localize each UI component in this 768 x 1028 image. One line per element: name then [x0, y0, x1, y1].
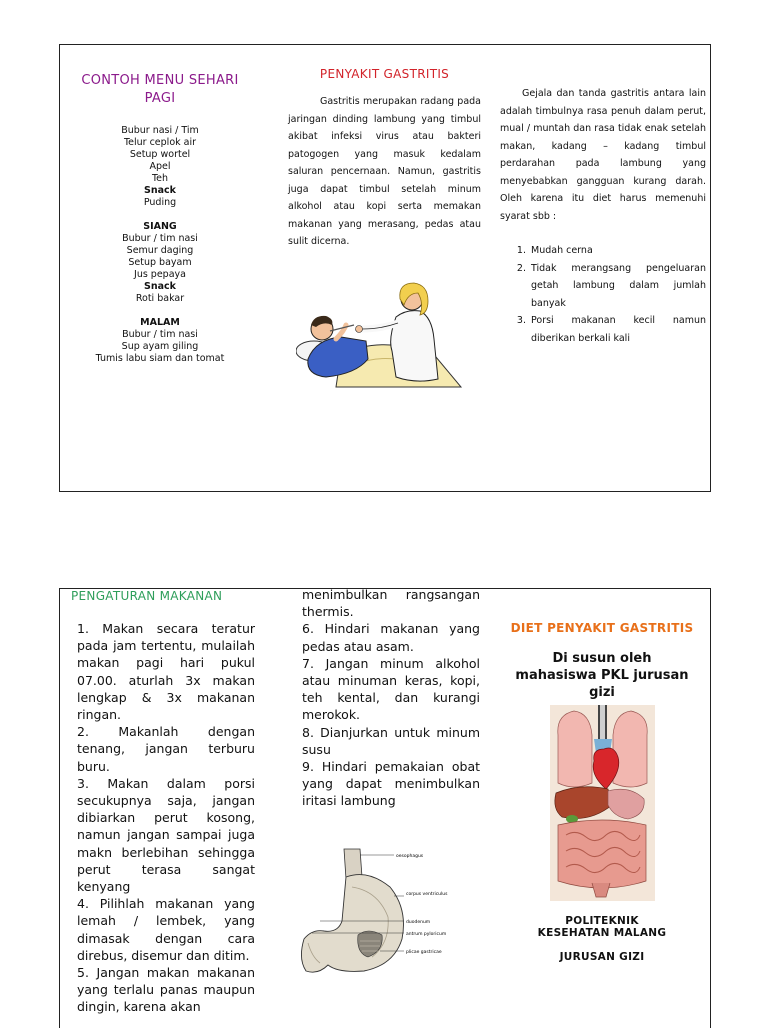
- list-item: 1. Mudah cerna: [529, 242, 706, 260]
- list-item: 8. Dianjurkan untuk minum susu: [302, 724, 480, 757]
- menu-item: Semur daging: [126, 245, 194, 256]
- list-item: 4. Pilihlah makanan yang lemah / lembek, yang dimasak dengan cara direbus, disemur dan ditim.: [77, 896, 255, 963]
- lanjutan-list: [302, 588, 480, 810]
- cover-authors: Di susun oleh mahasiswa PKL jurusan gizi: [515, 651, 689, 700]
- list-item: 3. Porsi makanan kecil namun diberikan berkali kali: [529, 312, 706, 347]
- lanjutan-column: [302, 588, 480, 810]
- menu-item: Bubur / tim nasi: [122, 329, 198, 340]
- institution-block: [530, 915, 674, 963]
- pengaturan-column: [71, 589, 255, 1016]
- menu-list: [70, 125, 250, 365]
- menu-title: CONTOH MENU SEHARI PAGI: [81, 73, 239, 106]
- list-item: 2. Makanlah dengan tenang, jangan terburu buru.: [77, 724, 255, 774]
- menu-item: Roti bakar: [135, 293, 185, 304]
- pengaturan-list: [71, 620, 255, 1016]
- list-item: 2. Tidak merangsang pengeluaran getah lambung dalam jumlah banyak: [529, 260, 706, 313]
- stomach-label: antrum pyloricum: [406, 932, 447, 937]
- stomach-illustration: [298, 847, 448, 982]
- stomach-label: oesophagus: [396, 854, 424, 859]
- cover-column: [500, 621, 704, 701]
- penyakit-title: PENYAKIT GASTRITIS: [319, 67, 450, 81]
- menu-item: Setup wortel: [129, 149, 191, 160]
- menu-item: Setup bayam: [128, 257, 192, 268]
- list-item: 6. Hindari makanan yang pedas atau asam.: [302, 621, 480, 654]
- nurse-patient-illustration: [296, 279, 466, 389]
- menu-item: Sup ayam giling: [121, 341, 199, 352]
- menu-item: Telur ceplok air: [123, 137, 197, 148]
- siang-label: SIANG: [143, 221, 177, 232]
- list-item: 1. Makan secara teratur pada jam tertentu, mulailah makan pagi hari pukul 07.00. aturlah 3x makan lengkap & 3x makanan ringan.: [77, 621, 255, 723]
- snack-label: Snack: [144, 185, 176, 196]
- institution-name: POLITEKNIK KESEHATAN MALANG: [537, 915, 667, 939]
- pengaturan-title: PENGATURAN MAKANAN: [71, 589, 223, 603]
- list-item: 9. Hindari pemakaian obat yang dapat menimbulkan iritasi lambung: [302, 759, 480, 809]
- gejala-paragraph: Gejala dan tanda gastritis antara lain adalah timbulnya rasa penuh dalam perut, mual / muntah dan rasa tidak enak setelah makan, kadang – kadang timbul perdarahan pada lambung yang menyebabkan gangguan kurang darah. Oleh karena itu diet harus memenuhi syarat sbb :: [500, 88, 706, 222]
- cover-title: DIET PENYAKIT GASTRITIS: [510, 621, 694, 635]
- snack-label: Snack: [144, 281, 176, 292]
- menu-item: Bubur nasi / Tim: [121, 125, 199, 136]
- stomach-label: corpus ventriculus: [406, 892, 448, 897]
- leaflet-panel-back: [59, 588, 711, 1028]
- syarat-list: [500, 242, 706, 347]
- continuation-text: menimbulkan rangsangan thermis.: [302, 588, 480, 620]
- menu-item: Apel: [149, 161, 171, 172]
- stomach-label: plicae gastricae: [406, 950, 442, 955]
- leaflet-panel-front: [59, 44, 711, 492]
- digestive-organs-illustration: [550, 705, 655, 901]
- department-name: JURUSAN GIZI: [559, 951, 645, 963]
- stomach-label: duodenum: [406, 920, 431, 925]
- menu-item: Tumis labu siam dan tomat: [95, 353, 225, 364]
- malam-label: MALAM: [140, 317, 180, 328]
- menu-item: Bubur / tim nasi: [122, 233, 198, 244]
- list-item: 5. Jangan makan makanan yang terlalu panas maupun dingin, karena akan: [77, 965, 255, 1015]
- penyakit-paragraph: Gastritis merupakan radang pada jaringan dinding lambung yang timbul akibat infeksi virus atau bakteri patogogen yang masuk kedalam saluran pencernaan. Namun, gastritis juga dapat timbul setelah minum alkohol atau kopi serta memakan makanan yang merasang, pedas atau sulit dicerna.: [288, 96, 481, 247]
- gejala-column: [500, 85, 706, 347]
- menu-item: Puding: [143, 197, 177, 208]
- menu-column: [70, 72, 250, 365]
- menu-item: Teh: [151, 173, 169, 184]
- menu-item: Jus pepaya: [134, 269, 186, 280]
- penyakit-column: [288, 67, 481, 251]
- list-item: 3. Makan dalam porsi secukupnya saja, jangan dibiarkan perut kosong, namun jangan sampai juga makn berlebihan sehingga perut terasa sangat kenyang: [77, 775, 255, 895]
- list-item: 7. Jangan minum alkohol atau minuman keras, kopi, teh kental, dan kurangi merokok.: [302, 655, 480, 723]
